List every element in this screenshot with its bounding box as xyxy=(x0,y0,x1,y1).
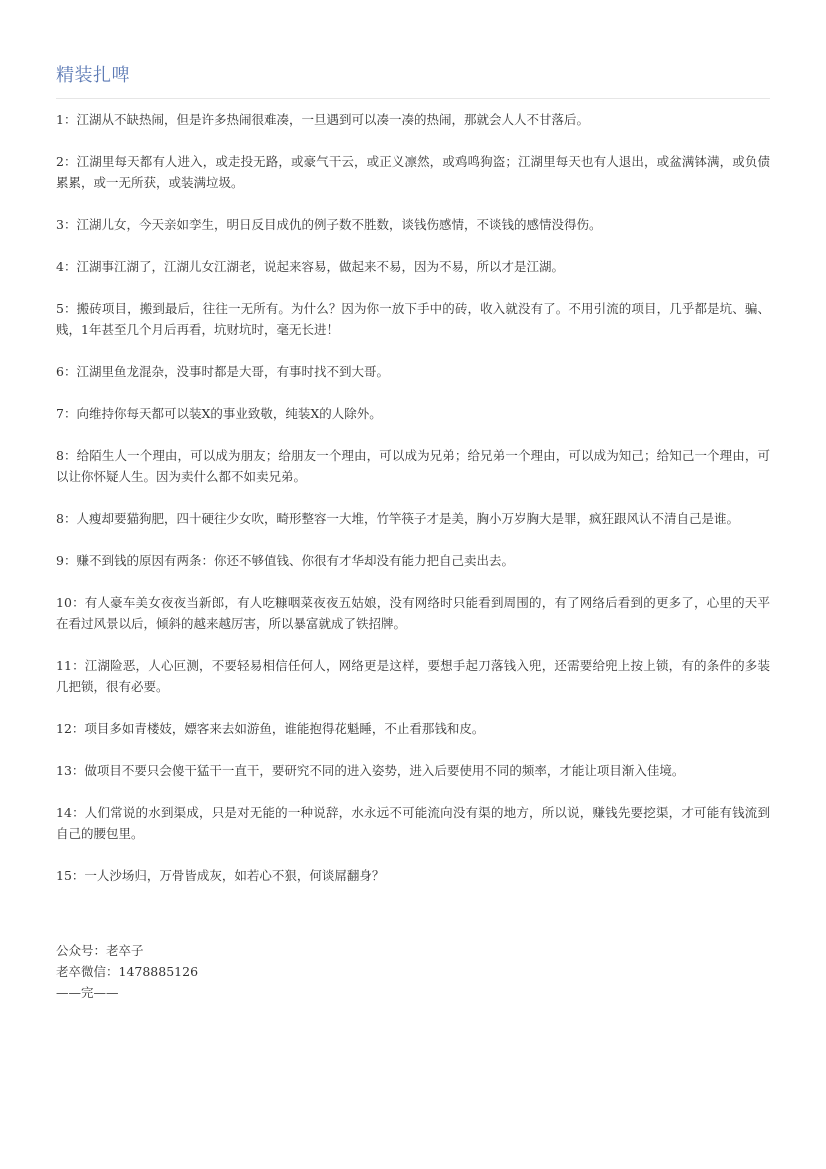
title-divider xyxy=(56,98,770,99)
list-item: 7：向维持你每天都可以装X的事业致敬，纯装X的人除外。 xyxy=(56,406,382,421)
footer-account: 公众号：老卒子 xyxy=(56,943,144,958)
list-item: 14：人们常说的水到渠成，只是对无能的一种说辞，水永远不可能流向没有渠的地方，所以说，赚钱先要挖渠，才可能有钱流到自己的腰包里。 xyxy=(56,805,770,841)
list-item: 10：有人豪车美女夜夜当新郎，有人吃糠咽菜夜夜五姑娘，没有网络时只能看到周围的，有了网络后看到的更多了，心里的天平在看过风景以后，倾斜的越来越厉害，所以暴富就成了铁招牌。 xyxy=(56,595,770,631)
list-item: 8：给陌生人一个理由，可以成为朋友；给朋友一个理由，可以成为兄弟；给兄弟一个理由，可以成为知己；给知己一个理由，可以让你怀疑人生。因为卖什么都不如卖兄弟。 xyxy=(56,448,770,484)
list-item: 4：江湖事江湖了，江湖儿女江湖老，说起来容易，做起来不易，因为不易，所以才是江湖。 xyxy=(56,259,564,274)
list-item: 9：赚不到钱的原因有两条：你还不够值钱、你很有才华却没有能力把自己卖出去。 xyxy=(56,553,514,568)
list-item: 2：江湖里每天都有人进入，或走投无路，或豪气干云，或正义凛然，或鸡鸣狗盗；江湖里每天也有人退出，或盆满钵满，或负债累累，或一无所获，或装满垃圾。 xyxy=(56,154,770,190)
list-item: 12：项目多如青楼妓，嫖客来去如游鱼，谁能抱得花魁睡，不止看那钱和皮。 xyxy=(56,721,485,736)
list-item: 6：江湖里鱼龙混杂，没事时都是大哥，有事时找不到大哥。 xyxy=(56,364,389,379)
document-page xyxy=(56,0,770,1003)
item-list xyxy=(56,109,770,886)
list-item: 8：人瘦却要猫狗肥，四十硬往少女吹，畸形整容一大堆，竹竿筷子才是美，胸小万岁胸大是罪，疯狂跟风认不清自己是谁。 xyxy=(56,511,739,526)
list-item: 1：江湖从不缺热闹，但是许多热闹很难凑，一旦遇到可以凑一凑的热闹，那就会人人不甘落后。 xyxy=(56,112,589,127)
footer-wechat: 老卒微信：1478885126 xyxy=(56,964,199,979)
list-item: 15：一人沙场归，万骨皆成灰，如若心不狠，何谈屌翻身？ xyxy=(56,868,385,883)
list-item: 11：江湖险恶，人心叵测，不要轻易相信任何人，网络更是这样，要想手起刀落钱入兜，还需要给兜上按上锁，有的条件的多装几把锁，很有必要。 xyxy=(56,658,770,694)
footer-end: ——完—— xyxy=(56,985,119,1000)
list-item: 3：江湖儿女，今天亲如孪生，明日反目成仇的例子数不胜数，谈钱伤感情，不谈钱的感情没得伤。 xyxy=(56,217,602,232)
footer xyxy=(56,940,770,1003)
list-item: 13：做项目不要只会傻干猛干一直干，要研究不同的进入姿势，进入后要使用不同的频率，才能让项目渐入佳境。 xyxy=(56,763,685,778)
list-item: 5：搬砖项目，搬到最后，往往一无所有。为什么？因为你一放下手中的砖，收入就没有了。不用引流的项目，几乎都是坑、骗、贱，1年甚至几个月后再看，坑财坑时，毫无长进！ xyxy=(56,301,770,337)
page-title: 精装扎啤 xyxy=(56,65,130,86)
